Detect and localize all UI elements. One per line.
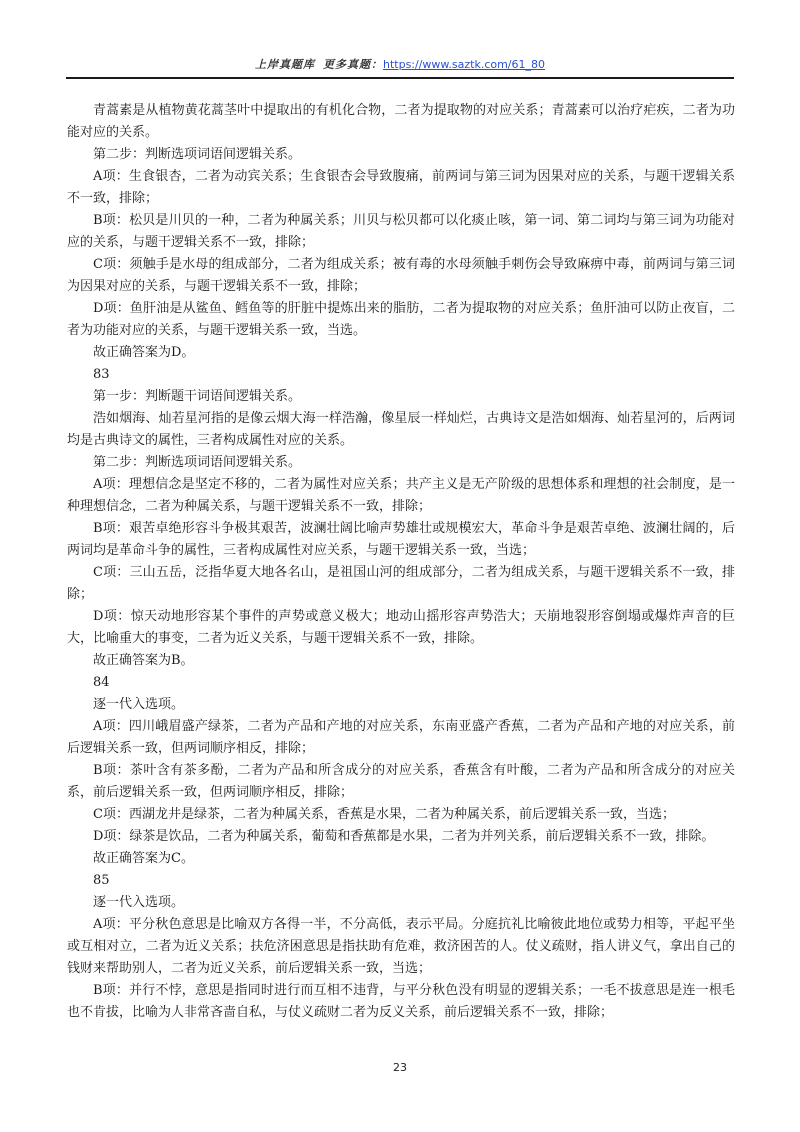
paragraph: 第二步：判断选项词语间逻辑关系。 <box>93 147 302 162</box>
paragraph: B项：松贝是川贝的一种，二者为种属关系；川贝与松贝都可以化痰止咳，第一词、第二词均与第三词为功能对应的关系，与题干逻辑关系不一致，排除； <box>67 213 735 250</box>
header-divider <box>66 77 734 79</box>
paragraph: A项：生食银杏，二者为动宾关系；生食银杏会导致腹痛，前两词与第三词为因果对应的关系，与题干逻辑关系不一致，排除； <box>67 169 735 206</box>
page-header <box>66 56 734 74</box>
paragraph: A项：四川峨眉盛产绿茶，二者为产品和产地的对应关系，东南亚盛产香蕉，二者为产品和产地的对应关系，前后逻辑关系一致，但两词顺序相反，排除； <box>67 719 735 756</box>
paragraph: C项：西湖龙井是绿茶，二者为种属关系，香蕉是水果，二者为种属关系，前后逻辑关系一致，当选； <box>93 807 675 822</box>
paragraph: D项：绿茶是饮品，二者为种属关系，葡萄和香蕉都是水果，二者为并列关系，前后逻辑关系不一致，排除。 <box>93 829 715 844</box>
paragraph: B项：茶叶含有茶多酚，二者为产品和所含成分的对应关系，香蕉含有叶酸，二者为产品和所含成分的对应关系，前后逻辑关系一致，但两词顺序相反，排除； <box>67 763 735 800</box>
paragraph: 第一步：判断题干词语间逻辑关系。 <box>93 389 302 404</box>
paragraph: D项：惊天动地形容某个事件的声势或意义极大；地动山摇形容声势浩大；天崩地裂形容倒塌或爆炸声音的巨大，比喻重大的事变，二者为近义关系，与题干逻辑关系不一致，排除。 <box>67 609 735 646</box>
page-number: 23 <box>393 1061 407 1074</box>
paragraph: 浩如烟海、灿若星河指的是像云烟大海一样浩瀚，像星辰一样灿烂，古典诗文是浩如烟海、灿若星河的，后两词均是古典诗文的属性，三者构成属性对应的关系。 <box>67 411 735 448</box>
paragraph: 青蒿素是从植物黄花蒿茎叶中提取出的有机化合物，二者为提取物的对应关系；青蒿素可以治疗疟疾，二者为功能对应的关系。 <box>67 103 735 140</box>
paragraph: 第二步：判断选项词语间逻辑关系。 <box>93 455 302 470</box>
paragraph: 逐一代入选项。 <box>93 697 185 712</box>
paragraph: A项：理想信念是坚定不移的，二者为属性对应关系；共产主义是无产阶级的思想体系和理想的社会制度，是一种理想信念，二者为种属关系，与题干逻辑关系不一致，排除； <box>67 477 735 514</box>
paragraph: C项：三山五岳，泛指华夏大地各名山，是祖国山河的组成部分，二者为组成关系，与题干逻辑关系不一致，排除； <box>67 565 735 602</box>
paragraph: B项：艰苦卓绝形容斗争极其艰苦，波澜壮阔比喻声势雄壮或规模宏大，革命斗争是艰苦卓绝、波澜壮阔的，后两词均是革命斗争的属性，三者构成属性对应关系，与题干逻辑关系一致，当选； <box>67 521 735 558</box>
header-brand: 上岸真题库 <box>254 58 315 71</box>
document-body <box>67 100 735 1024</box>
question-number: 84 <box>93 675 110 690</box>
header-more-label: 更多真题： <box>322 58 383 71</box>
paragraph: A项：平分秋色意思是比喻双方各得一半，不分高低，表示平局。分庭抗礼比喻彼此地位或势力相等，平起平坐或互相对立，二者为近义关系；扶危济困意思是指扶助有危难，救济困苦的人。仗义疏财，指人讲义气，拿出自己的钱财来帮助别人，二者为近义关系，前后逻辑关系一致，当选； <box>67 917 735 976</box>
paragraph: 逐一代入选项。 <box>93 895 185 910</box>
header-url-link[interactable]: https://www.saztk.com/61_80 <box>382 58 546 71</box>
question-number: 83 <box>93 367 110 382</box>
paragraph: B项：并行不悖，意思是指同时进行而互相不违背，与平分秋色没有明显的逻辑关系；一毛不拔意思是连一根毛也不肯拔，比喻为人非常吝啬自私，与仗义疏财二者为反义关系，前后逻辑关系不一致，排除； <box>67 983 735 1020</box>
paragraph: C项：须触手是水母的组成部分，二者为组成关系；被有毒的水母须触手刺伤会导致麻痹中毒，前两词与第三词为因果对应的关系，与题干逻辑关系不一致，排除； <box>67 257 735 294</box>
paragraph: D项：鱼肝油是从鲨鱼、鳕鱼等的肝脏中提炼出来的脂肪，二者为提取物的对应关系；鱼肝油可以防止夜盲，二者为功能对应的关系，与题干逻辑关系一致，当选。 <box>67 301 735 338</box>
answer-line: 故正确答案为C。 <box>93 851 194 866</box>
answer-line: 故正确答案为B。 <box>93 653 194 668</box>
question-number: 85 <box>93 873 110 888</box>
answer-line: 故正确答案为D。 <box>93 345 195 360</box>
